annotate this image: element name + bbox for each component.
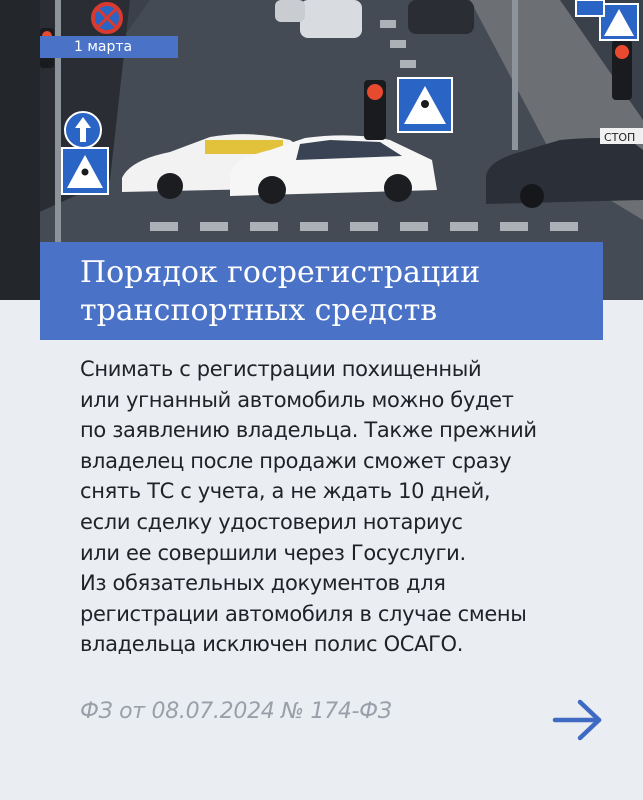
no-stopping-sign-icon [93,4,121,32]
body-line: если сделку удостоверил нотариус [80,509,463,534]
title-line: Порядок госрегистрации [80,255,481,290]
body-line: регистрации автомобиля в случае смены [80,601,527,626]
crosswalk-sign-icon [576,0,604,16]
date-badge [40,36,178,58]
title-band [40,242,603,340]
crosswalk-sign-icon [62,148,108,194]
body-line: по заявлению владельца. Также прежний [80,418,537,443]
body-line: владельца исключен полис ОСАГО. [80,632,464,657]
body-line: владелец после продажи сможет сразу [80,448,512,473]
crosswalk-sign-icon [398,78,452,132]
ahead-only-sign-icon [65,112,101,148]
body-line: Снимать с регистрации похищенный [80,357,482,381]
body-line: Из обязательных документов для [80,571,446,596]
title-line: транспортных средств [80,293,438,328]
body-line: или угнанный автомобиль можно будет [80,387,514,412]
arrow-right-icon [552,698,604,742]
stop-marking: СТОП [604,131,636,144]
date-text: 1 марта [74,39,133,55]
crosswalk-sign-icon [600,4,638,40]
source-citation: ФЗ от 08.07.2024 № 174-ФЗ [80,699,392,724]
body-line: снять ТС с учета, а не ждать 10 дней, [80,479,491,504]
next-button[interactable] [552,698,604,742]
body-line: или ее совершили через Госуслуги. [80,540,466,565]
body-text [80,354,620,660]
